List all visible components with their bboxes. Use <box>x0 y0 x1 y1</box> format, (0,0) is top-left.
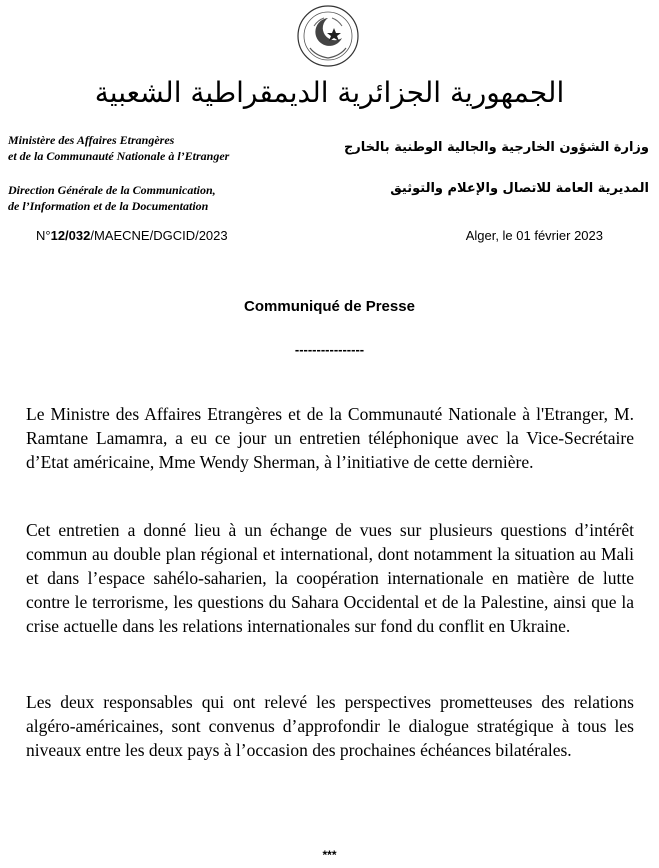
ministry-line-2: et de la Communauté Nationale à l’Etranger <box>8 149 230 163</box>
reference-id: 12/032 <box>50 228 91 243</box>
direction-line-2: de l’Information et de la Documentation <box>8 199 209 213</box>
ministry-name-french <box>8 132 229 164</box>
date-line: Alger, le 01 février 2023 <box>465 228 603 243</box>
ministry-line-1: Ministère des Affaires Etrangères <box>8 133 175 147</box>
republic-title-arabic: الجمهورية الجزائرية الديمقراطية الشعبية <box>94 76 565 109</box>
title-separator: ---------------- <box>294 342 365 357</box>
direction-name-arabic: المديرية العامة للاتصال والإعلام والتوثيق <box>390 181 649 196</box>
reference-number <box>36 228 228 243</box>
algeria-seal-icon <box>296 4 360 68</box>
paragraph-2: Cet entretien a donné lieu à un échange de vues sur plusieurs questions d’intérêt commun au double plan régional et international, dont notamment la situation au Mali et dans l’espace sahélo-saharien, la coopération internationale en matière de lutte contre le terrorisme, les questions du Sahara Occidental et de la Palestine, ainsi que la crise actuelle dans les relations internationales sur fond du conflit en Ukraine. <box>26 520 634 636</box>
reference-prefix: N° <box>36 228 51 243</box>
reference-suffix: /MAECNE/DGCID/2023 <box>90 228 228 243</box>
page-title: Communiqué de Presse <box>244 298 415 315</box>
paragraph-3: Les deux responsables qui ont relevé les perspectives prometteuses des relations algéro-américaines, sont convenus d’approfondir le dialogue stratégique à tous les niveaux entre les deux pays à l’occasion des prochaines échéances bilatérales. <box>26 692 634 760</box>
direction-line-1: Direction Générale de la Communication, <box>8 183 216 197</box>
direction-name-french <box>8 182 216 214</box>
ministry-name-arabic: وزارة الشؤون الخارجية والجالية الوطنية بالخارج <box>343 140 649 155</box>
paragraph-1: Le Ministre des Affaires Etrangères et de la Communauté Nationale à l'Etranger, M. Ramtane Lamamra, a eu ce jour un entretien téléphonique avec la Vice-Secrétaire d’Etat américaine, Mme Wendy Sherman, à l’initiative de cette dernière. <box>26 404 634 472</box>
end-mark: *** <box>322 848 337 862</box>
